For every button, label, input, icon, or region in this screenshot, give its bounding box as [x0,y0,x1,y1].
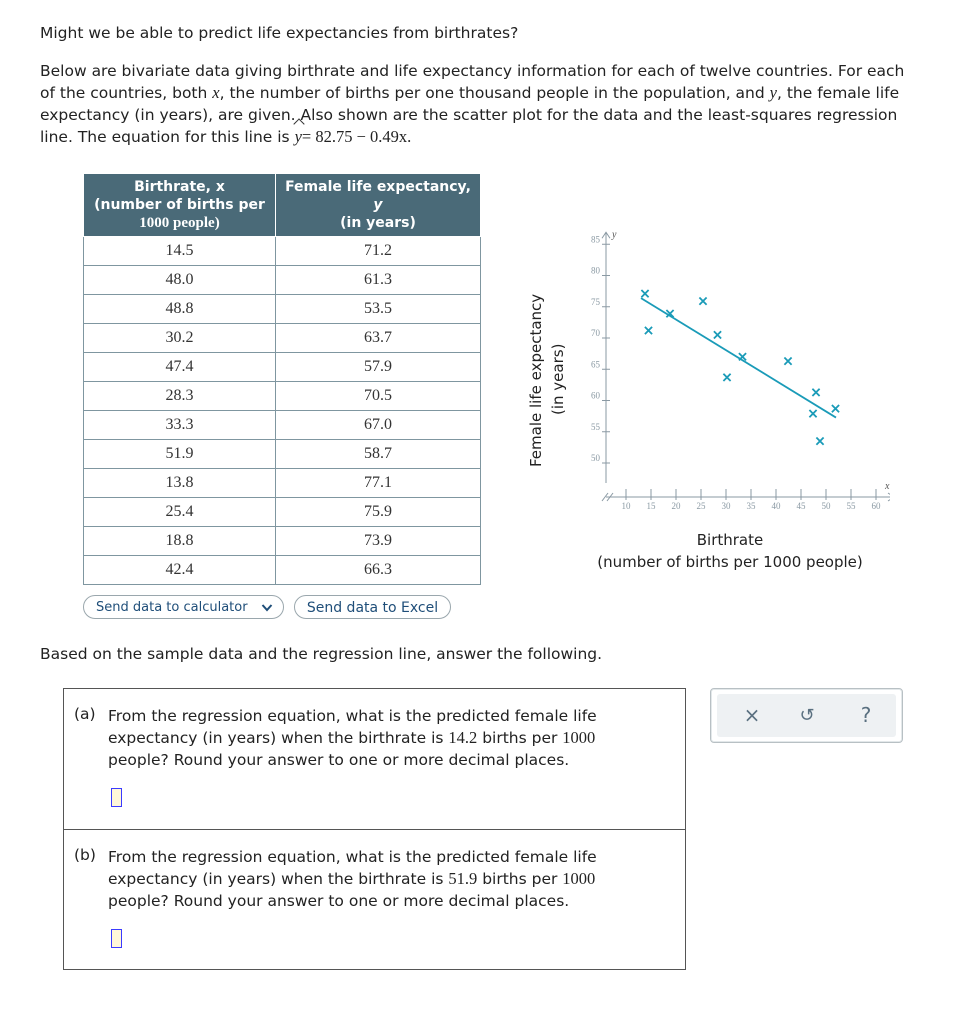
question-b-text-3: people? Round your answer to one or more decimal places. [108,892,570,910]
birthrate-cell: 48.0 [84,266,276,295]
data-point [645,327,652,334]
y-tick-label: 70 [591,328,600,338]
life-expectancy-cell: 63.7 [276,324,481,353]
y-axis-name: y [612,229,617,241]
send-to-calculator-button[interactable] [83,595,284,619]
desc-text-1: Below are bivariate data giving birthrate and life expectancy information for each of twelve countries. For each of the countries, both [40,62,905,102]
question-box [63,688,686,970]
y-tick-label: 55 [591,421,600,432]
table-row [84,324,481,353]
data-point [714,331,721,338]
x-tick-label: 60 [871,501,881,511]
y-axis-label-line1: Female life expectancy [527,293,545,467]
x-tick-label: 15 [646,501,656,511]
birthrate-cell: 42.4 [84,556,276,585]
birthrate-cell: 25.4 [84,498,276,527]
life-expectancy-cell: 58.7 [276,440,481,469]
var-y: y [769,83,777,102]
life-expectancy-cell: 73.9 [276,527,481,556]
toolbox-inner [717,694,896,737]
table-row [84,382,481,411]
send-to-excel-button[interactable]: Send data to Excel [294,595,451,619]
y-tick-label: 60 [591,390,600,401]
y-axis-label-line2: (in years) [549,343,567,415]
question-a-label: (a) [74,705,96,723]
data-point [723,374,730,381]
birthrate-cell: 13.8 [84,469,276,498]
x-tick-label: 20 [671,501,681,511]
life-expectancy-cell: 61.3 [276,266,481,295]
question-a-unit: 1000 [562,728,596,747]
answer-a-input[interactable] [111,788,122,807]
problem-description [40,60,910,148]
birthrate-cell: 51.9 [84,440,276,469]
y-tick-label: 75 [591,296,600,307]
question-a-text-3: people? Round your answer to one or more decimal places. [108,751,570,769]
life-expectancy-cell: 77.1 [276,469,481,498]
birthrate-cell: 33.3 [84,411,276,440]
question-b-text [108,846,648,912]
question-a-text-2: births per [477,729,563,747]
y-tick-label: 65 [591,359,600,370]
question-a [64,689,685,830]
instruction-text: Based on the sample data and the regression line, answer the following. [40,645,603,663]
life-expectancy-cell: 53.5 [276,295,481,324]
question-b-unit: 1000 [562,869,596,888]
data-point [832,405,839,412]
x-axis-name: x [885,481,890,492]
help-icon[interactable]: ? [860,703,872,727]
y-tick-label: 50 [591,453,600,463]
table-row [84,469,481,498]
x-axis-label-line1: Birthrate [696,531,764,549]
col2-head-line3: (in years) [340,215,416,231]
clear-icon[interactable]: × [743,703,761,727]
x-tick-label: 50 [821,501,831,511]
question-b-text-1: From the regression equation, what is the predicted female life expectancy (in years) when the birthrate is [108,848,597,888]
answer-toolbox [710,688,903,743]
data-point [699,298,706,305]
col1-head-line3: 1000 people) [139,215,220,231]
chevron-down-icon [261,596,273,628]
col-head-life-expectancy [276,174,481,237]
scatter-plot [520,215,890,525]
data-point [784,358,791,365]
x-tick-label: 25 [696,501,706,511]
table-row [84,266,481,295]
y-hat: y [294,127,302,146]
x-tick-label: 30 [721,501,731,511]
question-b-value: 51.9 [448,869,478,888]
y-tick-label: 85 [591,234,600,245]
answer-b-input[interactable] [111,929,122,948]
life-expectancy-cell: 67.0 [276,411,481,440]
question-a-value: 14.2 [448,728,478,747]
col2-head-line2: y [373,197,383,213]
data-point [816,438,823,445]
table-row [84,237,481,266]
birthrate-cell: 48.8 [84,295,276,324]
table-row [84,411,481,440]
desc-text-3: , the female life expectancy (in years), are given. Also shown are the scatter plot for the data and the least-squares regression line. The equation for this line is [40,84,900,146]
table-body [84,237,481,585]
birthrate-cell: 28.3 [84,382,276,411]
birthrate-cell: 14.5 [84,237,276,266]
life-expectancy-cell: 75.9 [276,498,481,527]
birthrate-cell: 47.4 [84,353,276,382]
col1-head-line1: Birthrate, x [134,179,225,195]
life-expectancy-cell: 57.9 [276,353,481,382]
x-tick-label: 35 [746,501,756,511]
birthrate-cell: 30.2 [84,324,276,353]
question-b [64,830,685,970]
life-expectancy-cell: 66.3 [276,556,481,585]
question-b-label: (b) [74,846,96,864]
regression-equation: = 82.75 − 0.49x. [301,127,412,146]
table-row [84,440,481,469]
desc-text-2: , the number of births per one thousand people in the population, and [219,84,770,102]
data-point [809,410,816,417]
data-point [812,389,819,396]
col2-head-line1: Female life expectancy, [285,179,471,195]
x-tick-label: 40 [771,501,781,511]
var-x: x [212,83,220,102]
question-a-text [108,705,648,771]
question-a-text-1: From the regression equation, what is the predicted female life expectancy (in years) when the birthrate is [108,707,597,747]
data-table [83,173,481,585]
table-row [84,527,481,556]
life-expectancy-cell: 71.2 [276,237,481,266]
undo-icon[interactable]: ↺ [799,705,815,726]
table-row [84,498,481,527]
x-tick-label: 45 [796,501,806,511]
intro-question: Might we be able to predict life expectancies from birthrates? [40,24,519,42]
col1-head-line2: (number of births per [94,197,265,213]
col-head-birthrate [84,174,276,237]
y-tick-label: 80 [591,265,600,276]
regression-line [641,298,836,417]
table-row [84,556,481,585]
x-tick-label: 10 [621,501,631,511]
birthrate-cell: 18.8 [84,527,276,556]
question-b-text-2: births per [477,870,563,888]
table-row [84,353,481,382]
x-tick-label: 55 [846,501,856,511]
table-row [84,295,481,324]
x-axis-label-line2: (number of births per 1000 people) [597,553,863,571]
calc-button-label: Send data to calculator [96,600,248,615]
data-point [641,290,648,297]
life-expectancy-cell: 70.5 [276,382,481,411]
